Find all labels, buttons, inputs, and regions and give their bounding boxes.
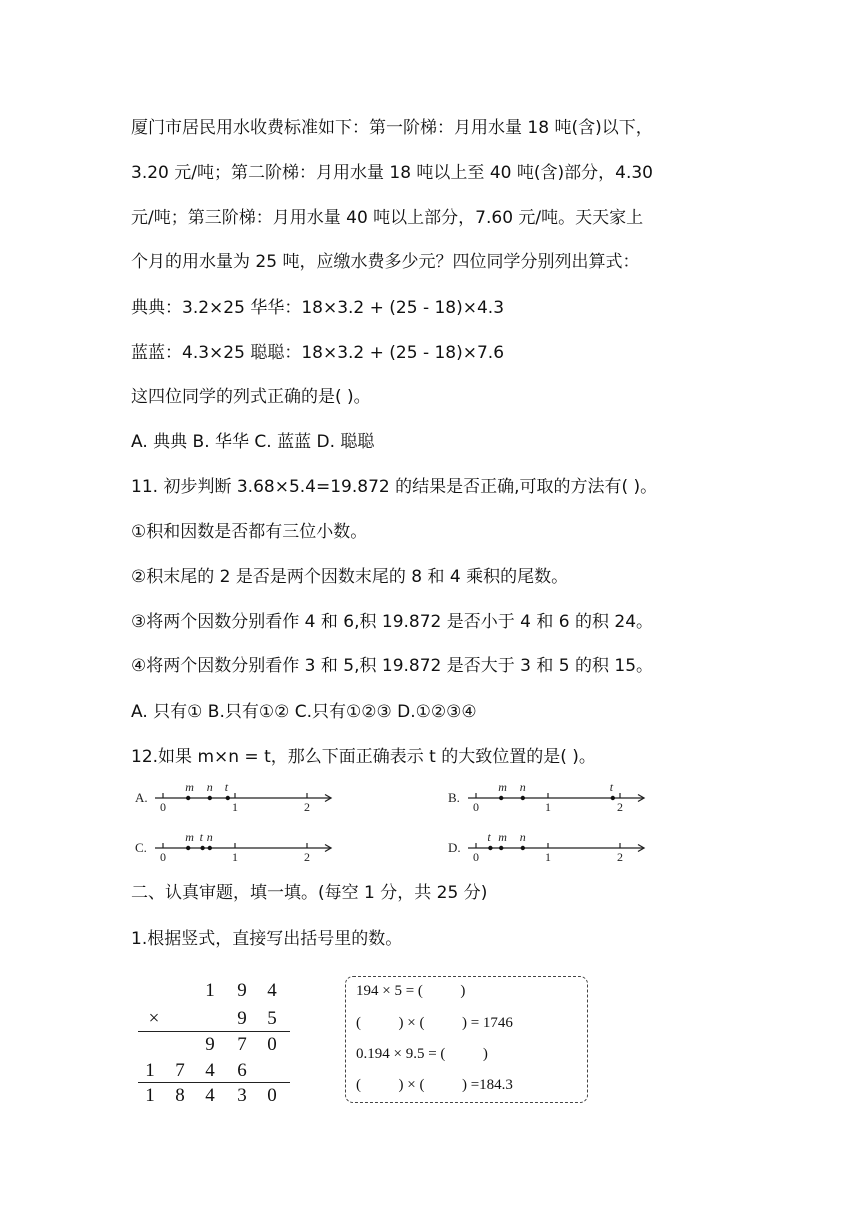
problem11-stem: 11. 初步判断 3.68×5.4=19.872 的结果是否正确,可取的方法有( )。 [131, 477, 658, 497]
digit: 9 [237, 980, 247, 1001]
problem10-formula-2: 蓝蓝：4.3×25 聪聪：18×3.2 + (25 - 18)×7.6 [131, 343, 505, 363]
point-n [521, 846, 525, 850]
point-m [186, 796, 190, 800]
number-line-label: D. [448, 840, 461, 855]
digit: 7 [237, 1034, 247, 1055]
digit: 4 [267, 980, 277, 1001]
problem11-item-1: ①积和因数是否都有三位小数。 [131, 522, 368, 542]
point-label-m: m [498, 830, 507, 844]
point-label-n: n [206, 830, 213, 844]
point-label-m: m [185, 780, 194, 794]
digit: 4 [205, 1060, 215, 1081]
tick-label: 2 [304, 800, 310, 814]
fill-row-1: 194 × 5 = ( ) [356, 983, 466, 999]
problem10-formula-1: 典典：3.2×25 华华：18×3.2 + (25 - 18)×4.3 [131, 298, 505, 318]
problem10-line1: 厦门市居民用水收费标准如下：第一阶梯：月用水量 18 吨(含)以下， [131, 118, 653, 138]
point-t [226, 796, 230, 800]
point-label-n: n [206, 780, 213, 794]
fill-in-box [345, 976, 588, 1103]
point-t [488, 846, 492, 850]
point-label-t: t [487, 830, 491, 844]
problem10-options: A. 典典 B. 华华 C. 蓝蓝 D. 聪聪 [131, 432, 375, 452]
point-n [208, 796, 212, 800]
problem10-line3: 元/吨；第三阶梯：月用水量 40 吨以上部分，7.60 元/吨。天天家上 [131, 208, 644, 228]
problem11-item-3: ③将两个因数分别看作 4 和 6,积 19.872 是否小于 4 和 6 的积 24。 [131, 612, 654, 632]
digit: 8 [175, 1085, 185, 1106]
tick-label: 1 [545, 800, 551, 814]
digit: 1 [145, 1060, 155, 1081]
point-label-t: t [199, 830, 203, 844]
number-line-c [135, 832, 340, 868]
tick-label: 0 [160, 800, 166, 814]
tick-label: 1 [545, 850, 551, 864]
number-line-d [448, 832, 653, 868]
digit: 0 [267, 1085, 277, 1106]
point-label-m: m [498, 780, 507, 794]
digit: 4 [205, 1085, 215, 1106]
number-line-label: C. [135, 840, 147, 855]
problem11-options: A. 只有① B.只有①② C.只有①②③ D.①②③④ [131, 702, 477, 722]
point-label-n: n [519, 830, 526, 844]
point-t [200, 846, 204, 850]
fill-row-2: ( ) × ( ) = 1746 [356, 1015, 513, 1031]
section2-heading: 二、认真审题，填一填。(每空 1 分，共 25 分) [131, 883, 488, 903]
point-label-m: m [185, 830, 194, 844]
digit: 9 [205, 1034, 215, 1055]
digit: 1 [205, 980, 215, 1001]
tick-label: 0 [473, 800, 479, 814]
point-n [208, 846, 212, 850]
problem11-item-2: ②积末尾的 2 是否是两个因数末尾的 8 和 4 乘积的尾数。 [131, 567, 569, 587]
problem12-stem: 12.如果 m×n = t，那么下面正确表示 t 的大致位置的是( )。 [131, 747, 596, 767]
problem10-question: 这四位同学的列式正确的是( )。 [131, 387, 371, 407]
point-n [521, 796, 525, 800]
divider-line [138, 1031, 290, 1032]
problem10-line2: 3.20 元/吨；第二阶梯：月用水量 18 吨以上至 40 吨(含)部分，4.30 [131, 163, 653, 183]
section2-q1: 1.根据竖式，直接写出括号里的数。 [131, 929, 403, 949]
tick-label: 0 [473, 850, 479, 864]
digit: 1 [145, 1085, 155, 1106]
digit: 7 [175, 1060, 185, 1081]
point-m [186, 846, 190, 850]
tick-label: 1 [232, 800, 238, 814]
point-label-n: n [519, 780, 526, 794]
point-m [499, 796, 503, 800]
tick-label: 1 [232, 850, 238, 864]
number-line-b [448, 782, 653, 818]
divider-line [138, 1082, 290, 1083]
problem10-line4: 个月的用水量为 25 吨，应缴水费多少元？四位同学分别列出算式： [131, 252, 640, 272]
vertical-multiplication [138, 978, 298, 1108]
point-m [499, 846, 503, 850]
tick-label: 2 [304, 850, 310, 864]
digit: 5 [267, 1008, 277, 1029]
number-line-label: A. [135, 790, 148, 805]
tick-label: 2 [617, 850, 623, 864]
digit: 0 [267, 1034, 277, 1055]
point-t [611, 796, 615, 800]
fill-row-3: 0.194 × 9.5 = ( ) [356, 1046, 488, 1062]
problem11-item-4: ④将两个因数分别看作 3 和 5,积 19.872 是否大于 3 和 5 的积 15。 [131, 656, 654, 676]
digit: 6 [237, 1060, 247, 1081]
digit: 3 [237, 1085, 247, 1106]
digit: 9 [237, 1008, 247, 1029]
fill-row-4: ( ) × ( ) =184.3 [356, 1077, 513, 1093]
multiply-sign: × [148, 1008, 160, 1029]
number-line-a [135, 782, 340, 818]
tick-label: 0 [160, 850, 166, 864]
point-label-t: t [609, 780, 614, 794]
number-line-label: B. [448, 790, 460, 805]
tick-label: 2 [617, 800, 623, 814]
point-label-t: t [224, 780, 229, 794]
